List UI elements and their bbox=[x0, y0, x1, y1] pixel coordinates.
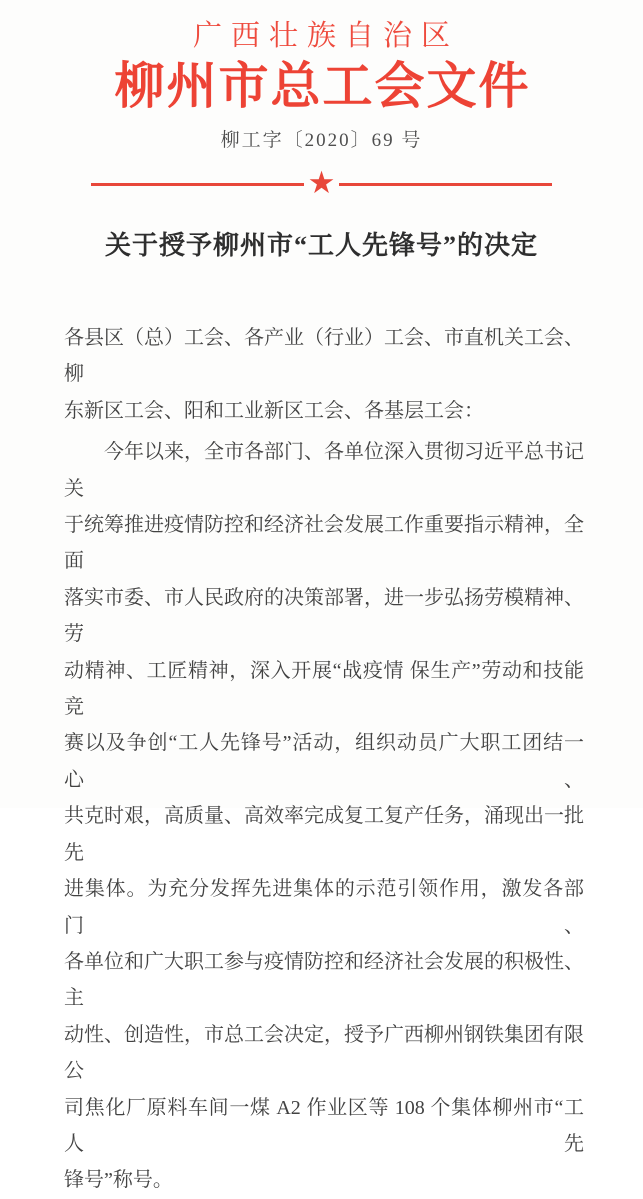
paragraph-line: 赛以及争创“工人先锋号”活动，组织动员广大职工团结一心、 bbox=[64, 732, 584, 791]
salutation-line: 各县区（总）工会、各产业（行业）工会、市直机关工会、柳 bbox=[64, 327, 584, 386]
paragraph-line: 动精神、工匠精神，深入开展“战疫情 保生产”劳动和技能竞 bbox=[64, 659, 584, 719]
paragraph-line: 于统筹推进疫情防控和经济社会发展工作重要指示精神，全面 bbox=[64, 514, 584, 573]
salutation bbox=[64, 320, 584, 429]
divider-line-right bbox=[339, 183, 552, 186]
paragraph-line: 共克时艰，高质量、高效率完成复工复产任务，涌现出一批先 bbox=[64, 805, 584, 864]
region-title: 广西壮族自治区 bbox=[192, 20, 459, 52]
letterhead bbox=[0, 0, 643, 152]
document-number: 柳工字〔2020〕69 号 bbox=[220, 130, 423, 151]
paragraph-line: 进集体。为充分发挥先进集体的示范引领作用，激发各部门、 bbox=[64, 878, 584, 937]
paragraph-line: 各单位和广大职工参与疫情防控和经济社会发展的积极性、主 bbox=[64, 950, 584, 1010]
star-icon: ★ bbox=[307, 165, 336, 200]
paragraph-line: 今年以来，全市各部门、各单位深入贯彻习近平总书记关 bbox=[64, 441, 584, 500]
paragraph-line: 司焦化厂原料车间一煤 A2 作业区等 108 个集体柳州市“工人先 bbox=[64, 1096, 584, 1155]
paragraph-line: 动性、创造性，市总工会决定，授予广西柳州钢铁集团有限公 bbox=[64, 1023, 584, 1083]
red-star-divider bbox=[0, 165, 643, 200]
document-body bbox=[64, 320, 584, 1199]
divider-line-left bbox=[91, 183, 304, 186]
salutation-line: 东新区工会、阳和工业新区工会、各基层工会： bbox=[64, 399, 484, 422]
paragraph-line: 锋号”称号。 bbox=[64, 1169, 173, 1192]
body-paragraph bbox=[64, 434, 584, 1199]
paragraph-line: 落实市委、市人民政府的决策部署，进一步弘扬劳模精神、劳 bbox=[64, 586, 584, 646]
issuer-title: 柳州市总工会文件 bbox=[114, 58, 531, 114]
document-title: 关于授予柳州市“工人先锋号”的决定 bbox=[104, 231, 538, 260]
